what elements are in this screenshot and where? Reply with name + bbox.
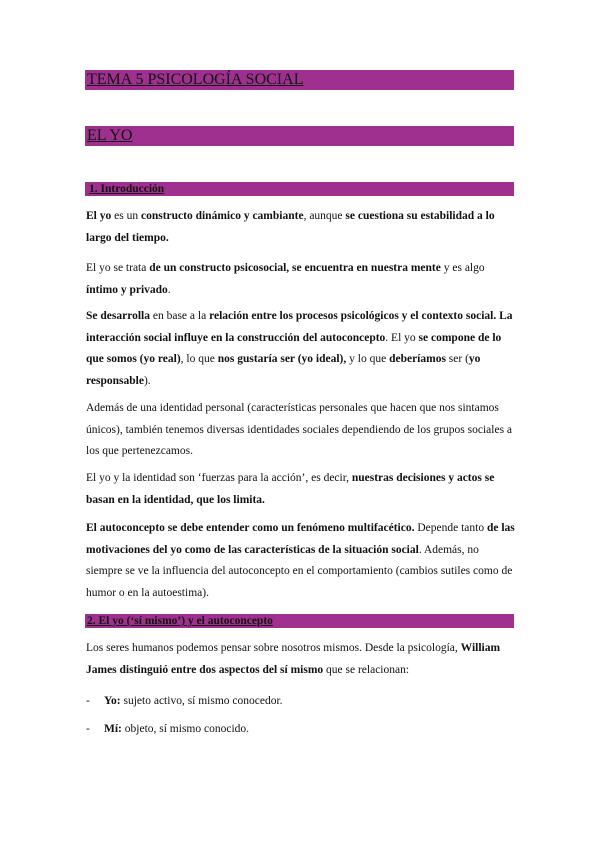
paragraph-7 <box>86 638 516 681</box>
p1-text-b: es un <box>111 210 141 222</box>
paragraph-6 <box>86 518 516 604</box>
p6-text-d: . Además, no siempre se ve la influencia del autoconcepto en el comportamiento (cambios sutiles como de humor o en la autoestima). <box>86 543 513 599</box>
p5-text-a: El yo y la identidad son ‘fuerzas para la acción’, es decir, <box>86 472 352 484</box>
p2-text-e: . <box>167 283 171 296</box>
paragraph-1 <box>86 206 516 249</box>
p6-text-b: Depende tanto <box>414 522 487 534</box>
subsection-heading-bar-intro <box>85 182 514 196</box>
p7-bold-b: William James distinguió entre dos aspectos del sí mismo <box>86 642 501 676</box>
list-term: Yo: <box>104 695 121 707</box>
p3-text-b: en base a la <box>150 310 210 322</box>
p3-bold-i: deberíamos <box>389 353 446 365</box>
paragraph-3 <box>86 306 516 392</box>
p3-bold-g: nos gustaría ser (yo ideal), <box>217 353 347 365</box>
p3-bold-e: se compone de lo que somos (yo real) <box>86 331 502 365</box>
list-bullet: - <box>86 695 90 707</box>
p2-text-c: y es algo <box>440 262 485 274</box>
subsection-heading-bar-2 <box>85 614 514 628</box>
p7-text-c: que se relacionan: <box>323 663 410 676</box>
title-heading-bar <box>85 70 514 90</box>
p3-text-h: y lo que <box>346 353 390 365</box>
subsection-heading-intro: 1. Introducción <box>89 183 165 195</box>
list-bullet: - <box>86 723 90 735</box>
list-item <box>86 720 249 738</box>
p3-bold-k: yo responsable <box>86 353 481 387</box>
p3-text-l: ). <box>143 374 151 387</box>
p2-bold-b: de un constructo psicosocial, se encuentra en nuestra mente <box>149 262 441 274</box>
section-heading: EL YO <box>87 127 133 144</box>
title-heading: TEMA 5 PSICOLOGÍA SOCIAL <box>87 71 304 88</box>
p2-bold-d: íntimo y privado <box>86 283 168 296</box>
p1-bold-e: se cuestiona su estabilidad a lo largo del tiempo. <box>86 210 495 244</box>
p3-text-f: , lo que <box>180 353 218 365</box>
p6-bold-a: El autoconcepto se debe entender como un fenómeno multifacético. <box>86 522 415 534</box>
paragraph-5 <box>86 468 516 511</box>
paragraph-2 <box>86 258 516 301</box>
list-text: sujeto activo, sí mismo conocedor. <box>120 695 283 707</box>
p3-text-d: . El yo <box>385 331 419 344</box>
list-text: objeto, sí mismo conocido. <box>121 723 250 735</box>
list-item <box>86 692 283 710</box>
p1-bold-c: constructo dinámico y cambiante <box>140 210 304 222</box>
p5-bold-b: nuestras decisiones y actos se basan en la identidad, que los limita. <box>86 472 495 506</box>
subsection-heading-2: 2. El yo (‘sí mismo’) y el autoconcepto <box>87 615 273 627</box>
p2-text-a: El yo se trata <box>86 262 150 274</box>
p3-bold-c: relación entre los procesos psicológicos y el contexto social. La interacción social influye en la construcción del autoconcepto <box>86 310 513 344</box>
list-term: Mí: <box>104 723 122 735</box>
paragraph-4: Además de una identidad personal (características personales que hacen que nos sintamos únicos), también tenemos diversas identidades sociales dependiendo de los grupos sociales a los que pertenezcamos. <box>86 402 513 457</box>
p1-text-d: , aunque <box>303 210 346 222</box>
p7-text-a: Los seres humanos podemos pensar sobre nosotros mismos. Desde la psicología, <box>86 642 461 654</box>
section-heading-bar <box>85 126 514 146</box>
p3-bold-a: Se desarrolla <box>86 310 150 322</box>
p6-bold-c: de las motivaciones del yo como de las características de la situación social <box>86 522 515 556</box>
p1-bold-a: El yo <box>86 210 112 222</box>
p3-text-j: ser ( <box>445 353 469 365</box>
